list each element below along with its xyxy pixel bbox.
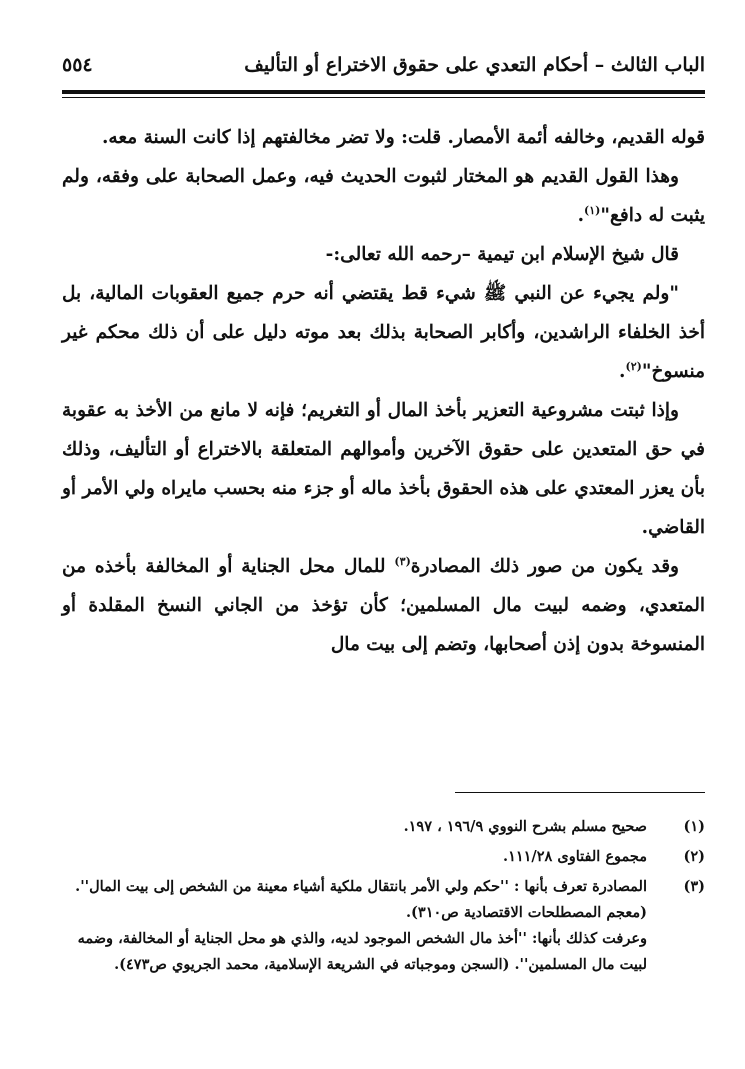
footnote-1 bbox=[62, 814, 705, 840]
paragraph-1: قوله القديم، وخالفه أئمة الأمصار. قلت: ولا تضر مخالفتهم إذا كانت السنة معه. bbox=[101, 127, 705, 148]
footnote-number: (١) bbox=[683, 818, 705, 835]
footnotes bbox=[62, 814, 705, 982]
footnote-number: (٢) bbox=[683, 848, 705, 865]
footnote-ref-1[interactable]: (١) bbox=[584, 203, 601, 217]
paragraph-4-quote: "ولم يجيء عن النبي ﷺ شيء قط يقتضي أنه حرم جميع العقوبات المالية، بل أخذ الخلفاء الراشدين، وأكابر الصحابة بذلك بعد موته دليل على أن ذلك محكم غير منسوخ"$^{(٢)}$. bbox=[62, 283, 705, 382]
footnote-separator bbox=[455, 792, 705, 793]
footnote-2 bbox=[62, 844, 705, 870]
header-rule-thin bbox=[62, 97, 705, 98]
paragraph-3: قال شيخ الإسلام ابن تيمية –رحمه الله تعالى:- bbox=[325, 244, 679, 265]
paragraph-6: وقد يكون من صور ذلك المصادرة$^{(٣)}$ للمال محل الجناية أو المخالفة بأخذه من المتعدي، وضمه لبيت مال المسلمين؛ كأن تؤخذ من الجاني النسخ المقلدة أو المنسوخة بدون إذن أصحابها، وتضم إلى بيت مال bbox=[62, 554, 705, 655]
chapter-title: الباب الثالث – أحكام التعدي على حقوق الاختراع أو التأليف bbox=[244, 54, 705, 76]
footnote-text: المصادرة تعرف بأنها : ''حكم ولي الأمر بانتقال ملكية أشياء معينة من الشخص إلى بيت المال''. (معجم المصطلحات الاقتصادية ص٣١٠). bbox=[75, 878, 647, 921]
footnote-text: مجموع الفتاوى ١١١/٢٨. bbox=[503, 848, 647, 865]
footnote-text: صحيح مسلم بشرح النووي ١٩٦/٩ ، ١٩٧. bbox=[403, 818, 647, 835]
footnote-ref-2[interactable]: (٢) bbox=[625, 359, 642, 373]
footnote-3 bbox=[62, 874, 705, 978]
body-text bbox=[62, 118, 705, 664]
header-rule-thick bbox=[62, 90, 705, 94]
page-header bbox=[62, 48, 705, 90]
footnote-text: وعرفت كذلك بأنها: ''أخذ مال الشخص الموجود لديه، والذي هو محل الجناية أو المخالفة، وضمه لبيت مال المسلمين''. (السجن وموجباته في الشريعة الإسلامية، محمد الجريوي ص٤٧٣). bbox=[77, 930, 647, 973]
footnote-number: (٣) bbox=[683, 878, 705, 895]
paragraph-5: وإذا ثبتت مشروعية التعزير بأخذ المال أو التغريم؛ فإنه لا مانع من الأخذ به عقوبة في حق المتعدين على حقوق الآخرين وأموالهم المتعلقة بالاختراع أو التأليف، وذلك بأن يعزر المعتدي على هذه الحقوق بأخذ ماله أو جزء منه بحسب مايراه ولي الأمر أو القاضي. bbox=[62, 400, 705, 538]
paragraph-2: وهذا القول القديم هو المختار لثبوت الحديث فيه، وعمل الصحابة على وفقه، ولم يثبت له دافع"$^{(١)}$. bbox=[62, 166, 705, 226]
footnote-ref-3[interactable]: (٣) bbox=[394, 554, 411, 568]
page-number: ٥٥٤ bbox=[62, 54, 93, 76]
